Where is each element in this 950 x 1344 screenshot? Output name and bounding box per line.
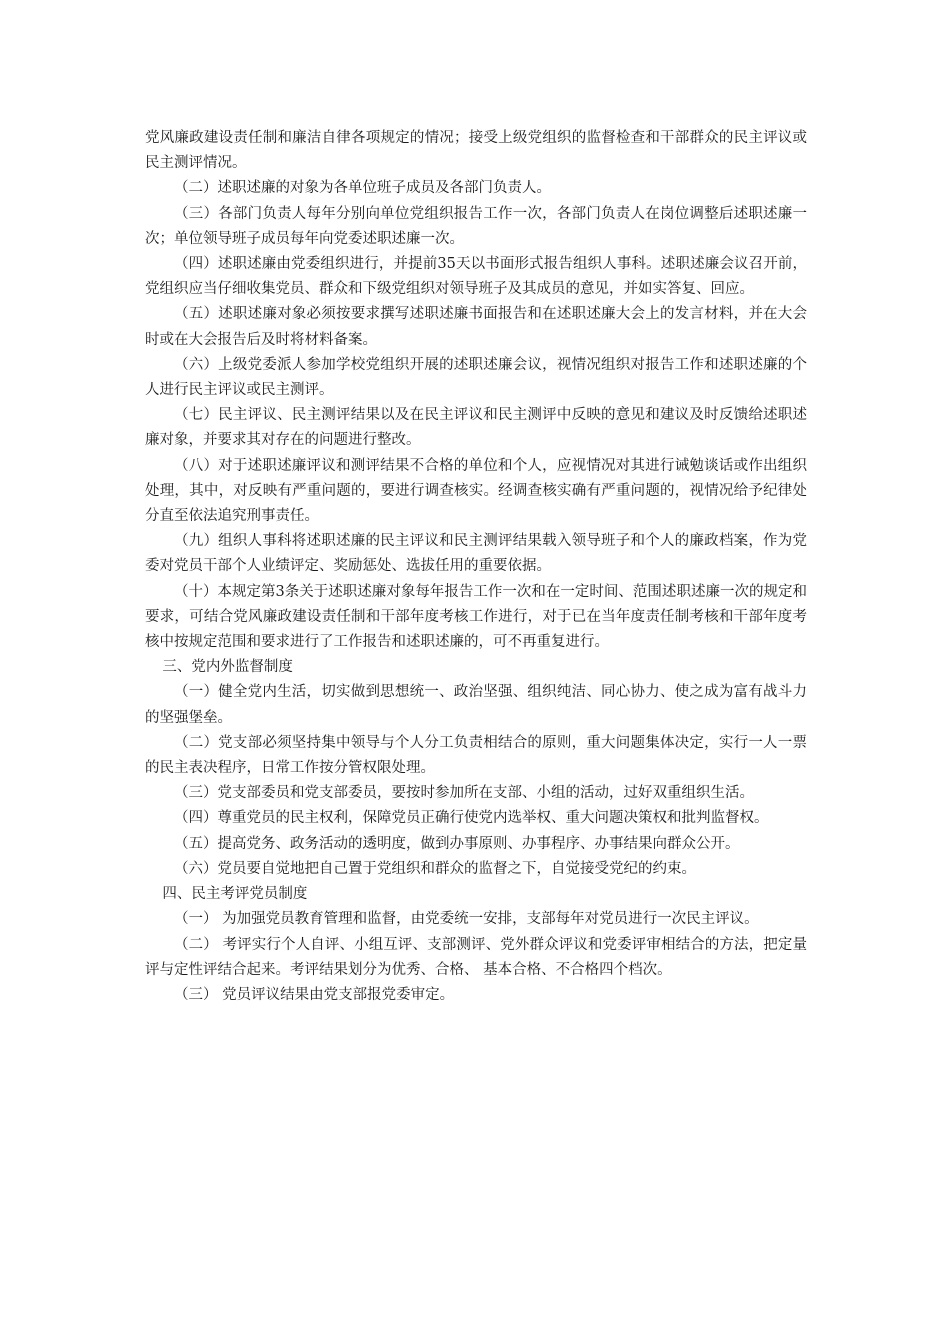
paragraph-s3-item-3: （三）党支部委员和党支部委员，要按时参加所在支部、小组的活动，过好双重组织生活。: [174, 785, 754, 802]
paragraph-s4-item-1: （一） 为加强党员教育管理和监督，由党委统一安排，支部每年对党员进行一次民主评议。: [174, 911, 759, 928]
paragraph-s3-item-1: （一）健全党内生活，切实做到思想统一、政治坚强、组织纯洁、同心协力、使之成为富有战斗力的坚强堡垒。: [145, 684, 807, 726]
paragraph-continuation: 党风廉政建设责任制和廉洁自律各项规定的情况；接受上级党组织的监督检查和干部群众的民主评议或民主测评情况。: [145, 130, 807, 172]
paragraph-item-7: （七）民主评议、民主测评结果以及在民主评议和民主测评中反映的意见和建议及时反馈给述职述廉对象，并要求其对存在的问题进行整改。: [145, 407, 807, 449]
paragraph-s4-item-2: （二） 考评实行个人自评、小组互评、支部测评、党外群众评议和党委评审相结合的方法，把定量评与定性评结合起来。考评结果划分为优秀、合格、 基本合格、不合格四个档次。: [145, 936, 807, 978]
paragraph-s3-item-6: （六）党员要自觉地把自己置于党组织和群众的监督之下，自觉接受党纪的约束。: [174, 860, 696, 877]
paragraph-item-5: （五）述职述廉对象必须按要求撰写述职述廉书面报告和在述职述廉大会上的发言材料，并在大会时或在大会报告后及时将材料备案。: [145, 306, 807, 348]
section-heading-4: 四、民主考评党员制度: [162, 886, 308, 903]
paragraph-s4-item-3: （三） 党员评议结果由党支部报党委审定。: [174, 986, 455, 1003]
paragraph-s3-item-5: （五）提高党务、政务活动的透明度，做到办事原则、办事程序、办事结果向群众公开。: [174, 835, 740, 852]
paragraph-s3-item-4: （四）尊重党员的民主权利，保障党员正确行使党内选举权、重大问题决策权和批判监督权。: [174, 810, 769, 827]
paragraph-item-2: （二）述职述廉的对象为各单位班子成员及各部门负责人。: [174, 180, 551, 197]
paragraph-s3-item-2: （二）党支部必须坚持集中领导与个人分工负责相结合的原则，重大问题集体决定，实行一人一票的民主表决程序，日常工作按分管权限处理。: [145, 734, 807, 777]
paragraph-item-3: （三）各部门负责人每年分别向单位党组织报告工作一次，各部门负责人在岗位调整后述职述廉一次；单位领导班子成员每年向党委述职述廉一次。: [145, 205, 807, 247]
document-body: [145, 126, 807, 1008]
paragraph-item-8: （八）对于述职述廉评议和测评结果不合格的单位和个人，应视情况对其进行诫勉谈话或作出组织处理，其中，对反映有严重问题的，要进行调查核实。经调查核实确有严重问题的，视情况给予纪律处分直至依法追究刑事责任。: [145, 457, 807, 525]
paragraph-item-9: （九）组织人事科将述职述廉的民主评议和民主测评结果载入领导班子和个人的廉政档案，作为党委对党员干部个人业绩评定、奖励惩处、选拔任用的重要依据。: [145, 533, 807, 575]
paragraph-item-6: （六）上级党委派人参加学校党组织开展的述职述廉会议，视情况组织对报告工作和述职述廉的个人进行民主评议或民主测评。: [145, 356, 807, 399]
section-heading-3: 三、党内外监督制度: [162, 659, 293, 676]
paragraph-item-10: （十）本规定第3条关于述职述廉对象每年报告工作一次和在一定时间、范围述职述廉一次的规定和要求，可结合党风廉政建设责任制和干部年度考核工作进行，对于已在当年度责任制考核和干部年度考核中按规定范围和要求进行了工作报告和述职述廉的，可不再重复进行。: [145, 583, 807, 651]
paragraph-item-4: （四）述职述廉由党委组织进行，并提前35天以书面形式报告组织人事科。述职述廉会议召开前，党组织应当仔细收集党员、群众和下级党组织对领导班子及其成员的意见，并如实答复、回应。: [145, 256, 807, 298]
